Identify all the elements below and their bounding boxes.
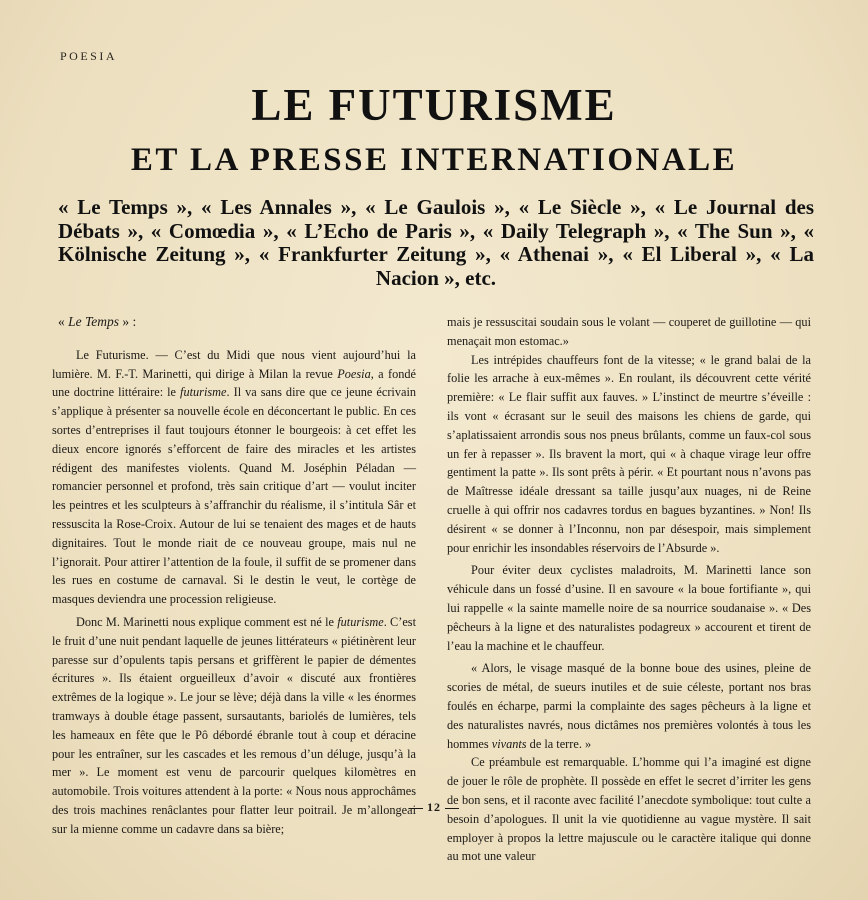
page-number: 12 (0, 800, 868, 815)
dash-left (409, 808, 423, 809)
right-column (447, 313, 811, 866)
paragraph: Ce préambule est remarquable. L’homme qui l’a imaginé est digne de jouer le rôle de prophète. Il possède en effet le secret d’irriter les gens de bon sens, et il raconte avec facilité l’anecdote symbolique: tout culte a besoin d’apologues. Il unit la vie quotidienne au vague mystère. Il sait employer à propos la lettre majuscule ou le caractère italique qui donne au mot une valeur (447, 755, 811, 864)
article-title: LE FUTURISME (251, 80, 617, 130)
paragraph: Donc M. Marinetti nous explique comment est né le futurisme. C’est le fruit d’une nuit pendant laquelle de jeunes littérateurs « piétinèrent leur paresse sur d’opulents tapis persans et griffèrent le papier de démentes écritures ». Ils étaient orgueilleux d’avoir « discuté aux frontières extrêmes de la logique ». Le jour se lève; déjà dans la ville « les énormes tramways à double étage passent, sursautants, bariolés de lumières, tels les hameaux en fête que le Pô débordé ébranle tout à coup et déracine pour les entraîner, sur les cascades et les remous d’un déluge, jusqu’à la mer ». Le moment est venu de parcourir quelques kilomètres en automobile. Trois voitures attendent à la porte: « Nous nous approchâmes des trois machines renâclantes pour flatter leur poitrail. Je m’allongeai sur la mienne comme un cadavre dans sa bière; (52, 614, 416, 836)
newspaper-list: « Le Temps », « Les Annales », « Le Gaulois », « Le Siècle », « Le Journal des Débats », « Comœdia », « L’Echo de Paris », « Daily Telegraph », « The Sun », « Kölnische Zeitung », « Frankfurter Zeitung », « Athenai », « El Liberal », « La Nacion », etc. (58, 195, 814, 290)
section-heading: « Le Temps » : (58, 314, 137, 329)
paragraph: Pour éviter deux cyclistes maladroits, M. Marinetti lance son véhicule dans un fossé d’usine. Il en savoure « la boue fortifiante », qui lui rappelle « la sainte mamelle noire de sa nourrice soudanaise ». « Des pêcheurs à la ligne et des naturalistes podagreux » accourent et tirent de l’eau la machine et le chauffeur. (447, 563, 811, 653)
article-subtitle: ET LA PRESSE INTERNATIONALE (130, 142, 738, 178)
paragraph: mais je ressuscitai soudain sous le volant — couperet de guillotine — qui menaçait mon estomac.» (447, 315, 811, 348)
paragraph: Les intrépides chauffeurs font de la vitesse; « le grand balai de la folie les arrache à eux-mêmes ». En roulant, ils découvrent cette vérité première: « Le flair suffit aux fauves. » L’instinct de meurtre s’éveille : ils vont « écrasant sur le seuil des maisons les chiens de garde, qui s’aplatissaient arrondis sous nos pneus brûlants, comme un faux-col sous un fer à repasser ». Ils bravent la mort, qui « à chaque virage leur offre gentiment la patte ». Ils sont prêts à périr. « Et pourtant nous n’avons pas de Maîtresse idéale dressant sa taille jusqu’aux nuages, ni de Reine cruelle à qui offrir nos cadavres tordus en bagues byzantines. » Non! Ils désirent « se donner à l’Inconnu, non par désespoir, mais simplement pour enrichir les insondables réservoirs de l’Absurde ». (447, 352, 811, 555)
running-head: POESIA (60, 49, 118, 63)
dash-right (445, 808, 459, 809)
left-column (52, 313, 416, 839)
paragraph: « Alors, le visage masqué de la bonne boue des usines, pleine de scories de métal, de sueurs inutiles et de suie céleste, portant nos bras foulés en écharpe, parmi la complainte des sages pêcheurs à la ligne et des naturalistes navrés, nous dictâmes nos premières volontés à tous les hommes vivants de la terre. » (447, 661, 811, 751)
paragraph: Le Futurisme. — C’est du Midi que nous vient aujourd’hui la lumière. M. F.-T. Marinetti, qui dirige à Milan la revue Poesia, a fondé une doctrine littéraire: le futurisme. Il va sans dire que ce jeune écrivain s’applique à présenter sa nouvelle école en déconcertant le public. En ces sortes d’entreprises il faut toujours étonner le bourgeois: à cet effet les dieux encore ignorés s’efforcent de faire des miracles et les artistes rédigent des manifestes violents. Quand M. Joséphin Péladan — romancier personnel et profond, très sain critique d’art — voulut inciter les peintres et les sculpteurs à s’affranchir du réalisme, il s’intitula Sâr et ressuscita la Rose-Croix. Autour de lui se tenaient des mages et de hauts dignitaires. Tout le monde riait de ce nouveau groupe, mais nul ne l’ignorait. Pour attirer l’attention de la foule, il suffit de se promener dans les rues en costume de carnaval. Si le destin le veut, le cortège de masques deviendra une procession religieuse. (52, 347, 417, 607)
